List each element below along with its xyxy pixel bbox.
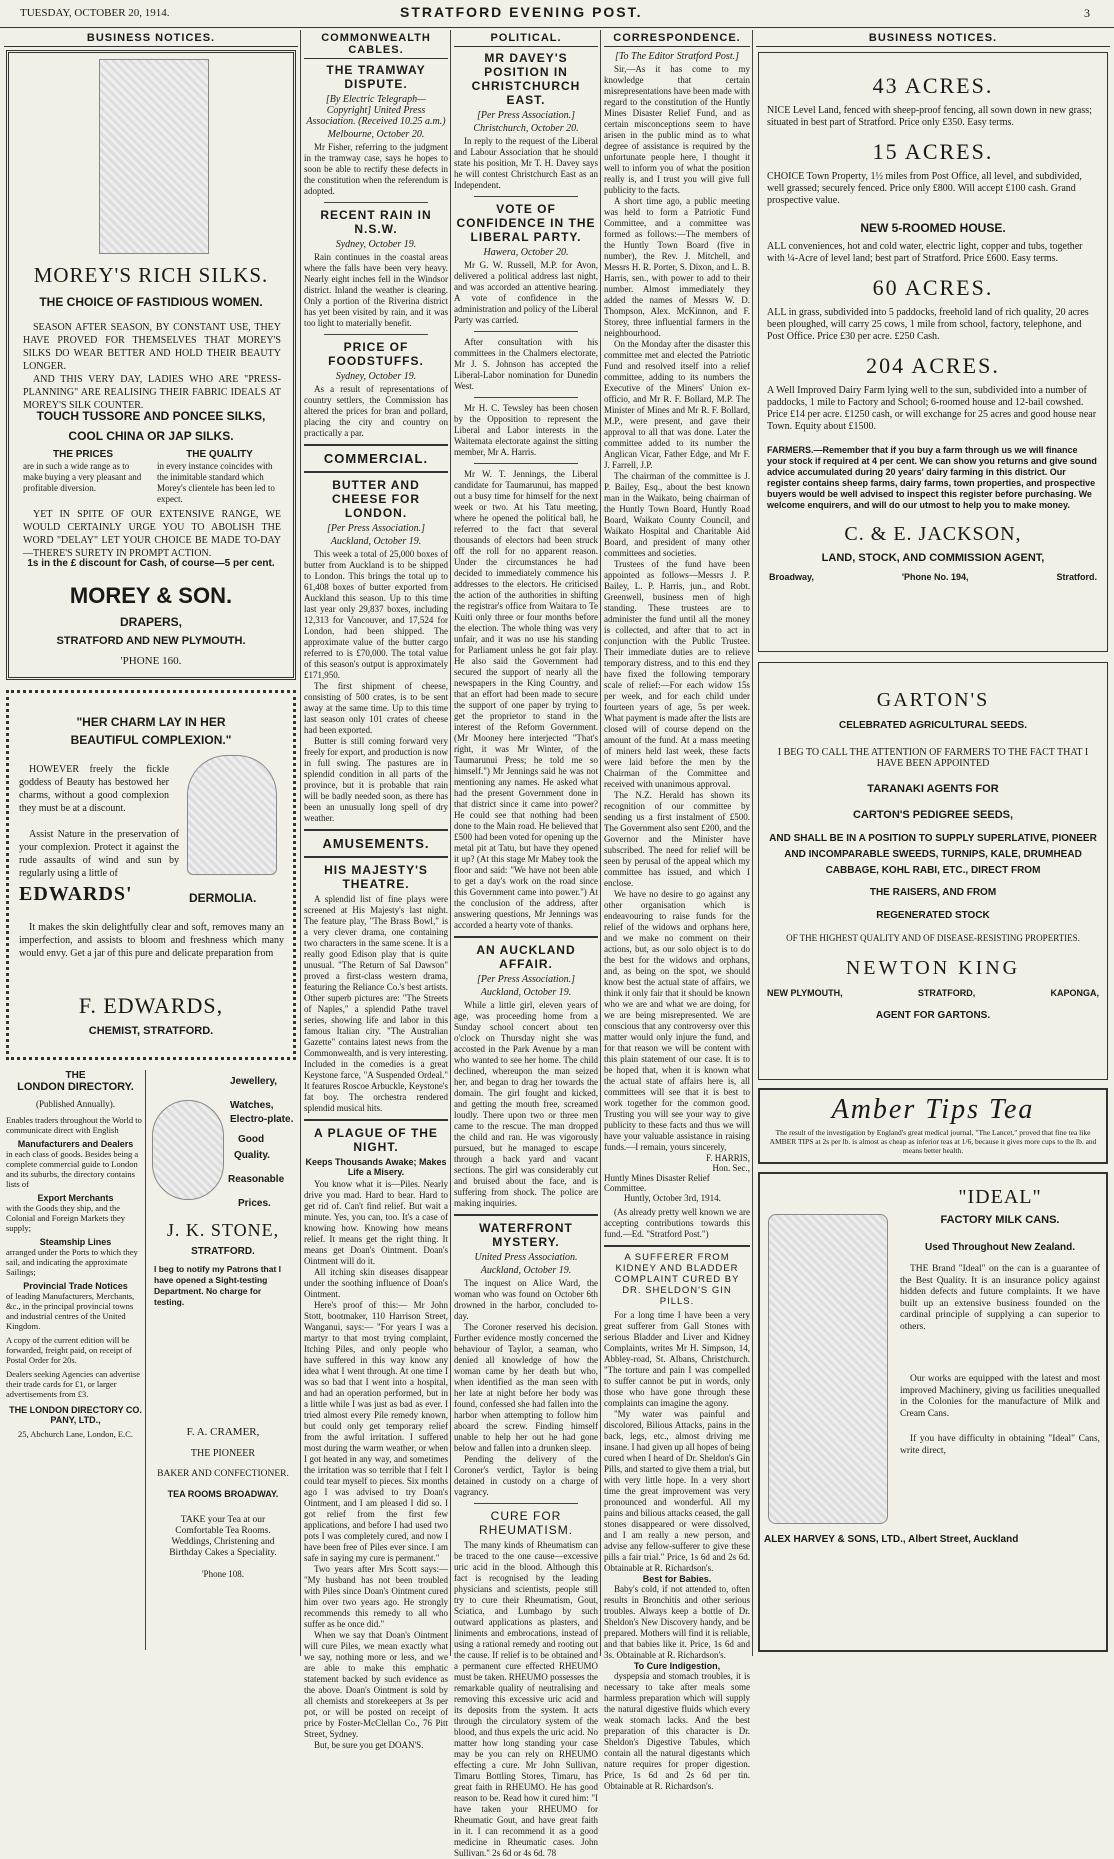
- article-body: All itching skin diseases disappear under the soothing influence of Doan's Ointment.: [304, 1267, 448, 1299]
- morey-trade: DRAPERS,: [119, 615, 182, 629]
- cramer-text: TAKE your Tea at our Comfortable Tea Rooms. Weddings, Christening and Birthday Cakes a Speciality.: [169, 1515, 277, 1558]
- letter-signature: Hon. Sec.,: [712, 1163, 750, 1173]
- letter-date: Huntly, October 3rd, 1914.: [624, 1193, 721, 1203]
- ideal-subtitle: FACTORY MILK CANS.: [940, 1214, 1060, 1226]
- column-commonwealth-cables: [304, 30, 448, 1750]
- stone-firm: J. K. STONE,: [166, 1220, 280, 1240]
- amber-tips-logo: Amber Tips Tea: [831, 1094, 1035, 1125]
- listing-title: 43 ACRES.: [872, 73, 994, 98]
- cramer-phone: 'Phone 108.: [201, 1569, 245, 1579]
- morey-paragraph: YET IN SPITE OF OUR EXTENSIVE RANGE, WE WOULD CERTAINLY URGE YOU TO ABOLISH THE WORD "DELAY" LET YOUR CHOICE BE MADE TO-DAY —THERE'S SURETY IN PROMPT ACTION.: [23, 509, 281, 559]
- article-body: While a little girl, eleven years of age, was proceeding home from a Sunday school concert about ten o'clock on Thursday night she was accosted in the Park Avenue by a man who wanted to see her home. The child declined, whereupon the man seized her, and began to drag her towards the domain. The girl fought and kicked, and getting the mouth free, screamed loudly. There upon two or three men came to the rescue. The man dropped the child and ran. He was vigorously pursued, but he managed to escape through a back yard and vacant sections. The girl was considerably cut and bruised about the face, and is suffering from shock. The police are making inquiries.: [454, 1000, 598, 1208]
- dermolia-brand: DERMOLIA.: [189, 891, 257, 905]
- column-rule: [600, 30, 601, 1656]
- morey-firm-name: MOREY & SON.: [69, 583, 233, 608]
- article-body: The inquest on Alice Ward, the woman who was found on October 6th drowned in the harbor, concluded to-day.: [454, 1278, 598, 1321]
- article-subheading: Best for Babies.: [642, 1574, 712, 1584]
- article-heading: HIS MAJESTY'S THEATRE.: [324, 863, 428, 891]
- jackson-trade: LAND, STOCK, AND COMMISSION AGENT,: [821, 552, 1045, 564]
- cramer-tagline: THE PIONEER: [190, 1448, 256, 1459]
- section-header: POLITICAL.: [454, 30, 598, 47]
- article-body: When we say that Doan's Ointment will cure Piles, we mean exactly what we say, nothing more or less, and we are able to make this emphatic statement backed by such evidence as the above. Doan's Ointment is sold by all chemists and storekeepers at 3s per pot, or will be posted on receipt of price by Foster-McClellan Co., 76 Pitt Street, Sydney.: [304, 1630, 448, 1739]
- quality-text: in every instance coincides with the inimitable standard which Morey's clientele has been led to expect.: [157, 461, 275, 504]
- london-text: in each class of goods. Besides being a complete commercial guide to London and its suburbs, the directory contains lists of: [6, 1149, 139, 1189]
- prices-text: are in such a wide range as to make buying a very pleasant and profitable diversion.: [23, 461, 142, 493]
- garton-name: GARTON'S: [876, 689, 990, 711]
- london-text: of leading Manufacturers, Merchants, &c., in the principal provincial towns and industrial centres of the United Kingdom.: [6, 1291, 135, 1331]
- quality-heading: THE QUALITY: [186, 449, 253, 460]
- column-business-notices-right: [756, 30, 1110, 1656]
- cramer-baker-advertisement: [150, 1420, 296, 1650]
- amber-tips-tea-advertisement: [758, 1088, 1108, 1164]
- ideal-milk-cans-advertisement: [758, 1172, 1108, 1652]
- page-number: 3: [1084, 6, 1090, 20]
- listing-title: 60 ACRES.: [872, 275, 994, 300]
- garton-text: TARANAKI AGENTS FOR: [867, 783, 999, 795]
- edwards-headline: BEAUTIFUL COMPLEXION.": [70, 733, 232, 747]
- jackson-phone: 'Phone No. 194,: [901, 572, 969, 582]
- ideal-text: If you have difficulty in obtaining "Ideal" Cans, write direct,: [900, 1434, 1100, 1456]
- garton-text: OF THE HIGHEST QUALITY AND OF DISEASE-RESISTING PROPERTIES.: [786, 933, 1080, 943]
- london-directory-advertisement: [6, 1070, 146, 1650]
- article-body: The Coroner reserved his decision. Further evidence mostly concerned the behaviour of Taylor, a seaman, who denied all knowledge of how the woman came by her death but who, when identified as the man seen with her late at night before her body was found, confessed she had fallen into the harbor when attempting to follow him aboard the screw. Finding himself unable to help her out he had gone below and fallen into a drunken sleep.: [454, 1322, 598, 1453]
- london-text: arranged under the Ports to which they sail, and indicating the approximate Sailings;: [6, 1247, 138, 1277]
- article-body: In reply to the request of the Liberal and Labour Association that he should state his position, Mr T. H. Davey says he will contest Christchurch East as an Independent.: [454, 136, 598, 190]
- article-body: You know what it is—Piles. Nearly drive you mad. Hard to bear. Hard to get rid of. Can't find relief. But wait a minute. Yes, you can, too. It's a case of knowing how. Knowing how means relief. It means get the right thing. It means get Doan's Ointment. Doan's Ointment will do it.: [304, 1179, 448, 1266]
- article-body: Baby's cold, if not attended to, often results in Bronchitis and other serious troubles. Always keep a bottle of Dr. Sheldon's New Discovery handy, and be prepared. Mothers will find it is reliable, and that babies like it. Price, 1s 6d and 3s. Obtainable at R. Richardson's.: [604, 1584, 750, 1660]
- edwards-paragraph: HOWEVER freely the fickle goddess of Beauty has bestowed her charms, without a good complexion they must be at a discount.: [19, 764, 169, 814]
- edwards-headline: "HER CHARM LAY IN HER: [76, 715, 226, 729]
- ideal-text: THE Brand "Ideal" on the can is a guarantee of the Best Quality. It is an insurance policy against hidden defects and future complaints. It we have built up an extensive business founded on the cardinal principle of supplying a can superior to others.: [900, 1264, 1100, 1332]
- edwards-brand: EDWARDS': [19, 883, 133, 905]
- london-text: Enables traders throughout the World to communicate direct with English: [6, 1115, 142, 1135]
- ideal-text: Our works are equipped with the latest and most improved Machinery, giving us facilities unequalled in the Colonies for the manufacture of Milk and Cream Cans.: [900, 1374, 1100, 1419]
- article-byline: United Press Association.: [474, 1252, 578, 1263]
- morey-paragraph: SEASON AFTER SEASON, BY CONSTANT USE, THEY HAVE PROVED FOR THEMSELVES THAT MOREY'S SILKS DO WEAR BETTER AND HOLD THEIR BEAUTY LONGER.: [23, 322, 281, 372]
- edwards-paragraph: It makes the skin delightfully clear and soft, removes many an imperfection, and assists to bloom and freshness which many would envy. Get a jar of this pure and delicate preparation from: [19, 922, 284, 959]
- listing-text: NICE Level Land, fenced with sheep-proof fencing, all sown down in new grass; situated in best part of Stratford. Price only £350. Easy terms.: [767, 105, 1092, 128]
- lady-figure-illustration: [99, 59, 209, 254]
- article-heading: MR DAVEY'S POSITION IN CHRISTCHURCH EAST.: [471, 51, 581, 107]
- newspaper-title: STRATFORD EVENING POST.: [400, 4, 643, 20]
- edwards-advertisement: [6, 690, 296, 1060]
- article-body: Mr G. W. Russell, M.P. for Avon, delivered a political address last night, and was accorded an attentive hearing. A vote of confidence in the administration and policy of the Liberal Party was carried.: [454, 260, 598, 325]
- jackson-contact: [769, 572, 1097, 582]
- listing-text: ALL in grass, subdivided into 5 paddocks, freehold land of rich quality, 20 acres been ploughed, will carry 25 cows, 1 mile from school, factory, telephone, and Post Office. Price £30 per acre. £250 Cash.: [767, 307, 1089, 342]
- edwards-firm: F. EDWARDS,: [78, 993, 224, 1018]
- newton-king-branches: [767, 988, 1099, 998]
- article-heading: PRICE OF FOODSTUFFS.: [328, 340, 424, 368]
- column-rule: [450, 30, 451, 1656]
- letter-body: A short time ago, a public meeting was held to form a Patriotic Fund Committee, and a committee was formed as follows:—The members of the Huntly Town Board (five in number), the Rev. J. Mitchell, and Messrs H. R. Porter, S. Dixon, and L. B. Harris, sen., with power to add to their number. Almost immediately they added the names of Messrs W. D. Thompson, Alex. McKinnon, and F. Storey, three influential farmers in the neighbourhood.: [604, 196, 750, 338]
- branch-stratford: STRATFORD,: [917, 988, 976, 998]
- article-heading: BUTTER AND CHEESE FOR LONDON.: [331, 478, 420, 520]
- article-heading: WATERFRONT MYSTERY.: [479, 1221, 573, 1249]
- article-heading: A PLAGUE OF THE NIGHT.: [314, 1126, 438, 1154]
- article-body: The many kinds of Rheumatism can be traced to the one cause—excessive uric acid in the blood. Although this fact is recognised by the leading physicians and scientists, people still try to cure their Rheumatism, Gout, Sciatica, and Lumbago by such outward applications as plasters, and liniments and embrocations, instead of using a rational remedy and rooting out the cause. If relief is to be obtained and a permanent cure effected RHEUMO must be taken. RHEUMO possesses the remarkable quality of neutralising and removing this excessive uric acid and its deposits from the system. It acts through the circulatory system of the blood, and thus expels the uric acid. No matter how long standing your case may be you can rely on RHEUMO effecting a cure. Mr John Sullivan, Timaru Bottling Stores, Timaru, has great faith in RHEUMO. He has good reason to be. Read how it cured him: "I have taken your RHEUMO for Rheumatic Gout, and have great faith in it. I can recommend it as a good medicine in Rheumatic cases. John Sullivan." 2s 6d or 4s 6d. 78: [454, 1540, 598, 1858]
- listing-title: 204 ACRES.: [866, 353, 1000, 378]
- listing-title: 15 ACRES.: [872, 139, 994, 164]
- morey-discount: 1s in the £ discount for Cash, of course—5 per cent.: [27, 558, 275, 569]
- garton-text: I BEG TO CALL THE ATTENTION OF FARMERS TO THE FACT THAT I HAVE BEEN APPOINTED: [777, 747, 1089, 769]
- article-dateline: Auckland, October 19.: [330, 536, 422, 547]
- article-dateline: Hawera, October 20.: [483, 247, 569, 258]
- stone-item: Watches,: [230, 1100, 274, 1111]
- london-subhead: Provincial Trade Notices: [23, 1281, 128, 1291]
- pocket-watch-illustration: [152, 1100, 224, 1200]
- section-header: BUSINESS NOTICES.: [4, 30, 298, 47]
- london-firm: PANY, LTD.,: [50, 1415, 101, 1425]
- listing-text: A Well Improved Dairy Farm lying well to the sun, subdivided into a number of paddocks, 1 mile to Factory and School; 6-roomed house and 12-bail cowshed. Price £14 per acre. £1250 cash, or will exchange for 25 acres and good house near Town. Equity about £1500.: [767, 385, 1097, 432]
- london-subhead: Steamship Lines: [39, 1237, 112, 1247]
- article-dateline: Sydney, October 19.: [335, 371, 417, 382]
- article-heading: AN AUCKLAND AFFAIR.: [476, 943, 576, 971]
- london-title: LONDON DIRECTORY.: [17, 1081, 134, 1093]
- stone-item: Jewellery,: [230, 1076, 278, 1087]
- article-body: "My water was painful and discolored, Bilious Attacks, pains in the back, legs, etc., almost driving me insane. I had given up all hopes of being cured when I heard of Dr. Sheldon's Gin Pills, and started to give them a trial, but with very little hope. In a very short time the great improvement was very pronounced and wonderful. All my pains and bilious attacks ceased, the gall stones disappeared or were dissolved, and I am really a new person, and advise any fellow-sufferer to give these pills a fair trial." Price, 1s 6d and 2s 6d. Obtainable at R. Richardson's.: [604, 1409, 750, 1573]
- article-heading: A SUFFERER FROM KIDNEY AND BLADDER COMPLAINT CURED BY DR. SHELDON'S GIN PILLS.: [614, 1252, 740, 1307]
- newton-king-name: NEWTON KING: [845, 957, 1021, 979]
- letter-signature: F. HARRIS,: [705, 1153, 750, 1163]
- branch-kaponga: KAPONGA,: [1050, 988, 1099, 998]
- letter-body: Trustees of the fund have been appointed as follows—Messrs J. P. Bailey, L. P. Harris, jun., and Robt. Greenwell, business men of high standing. These trustees are to administer the fund until all the money is collected, and after that to act in conjunction with the Public Trustee. Their immediate duties are to relieve temporary distress, and to this end they have fixed the following temporary scale of relief:—For each widow 15s per week, and for each child under fourteen years of age, 5s per week. What payment is made after the lists are closed will of course depend on the amount of the fund. At a mass meeting of miners held last week, these facts were laid before the men by the Chairman of the Committee and received with unanimous approval.: [604, 559, 750, 789]
- ideal-firm: ALEX HARVEY & SONS, LTD., Albert Street, Auckland: [764, 1534, 1019, 1545]
- listing-text: ALL conveniences, hot and cold water, electric light, copper and tubs, together with ¼-Acre of level land; best part of Stratford. Price £600. Easy terms.: [767, 241, 1083, 264]
- article-dateline: Auckland, October 19.: [480, 1265, 572, 1276]
- stone-item: Quality.: [234, 1150, 270, 1161]
- column-rule: [300, 30, 301, 1656]
- ideal-title: "IDEAL": [958, 1186, 1042, 1208]
- letter-body: On the Monday after the disaster this committee met and elected the Patriotic Fund and resolved itself into a relief committee, adding to its numbers the Executive of the Miners' Union ex-officio, and Mr R. F. Bollard, M.P. The Minister of Mines and Mr R. F. Bollard, M.P., were present, and gave their approval to all that was done. Later the committee added to its number the Anglican Vicar, Father Edge, and Mr F. J. Farrell, J.P.: [604, 339, 750, 470]
- article-subheading: To Cure Indigestion,: [633, 1661, 721, 1671]
- letter-body: We have no desire to go against any other organisation which is endeavouring to raise funds for the relief of the widows and orphans here, and we make no comment on their actions, but, as our solo object is to do the best for the widows and orphans, and, as being on the spot, we should know best the actual state of affairs, we think it only fair that it should be known who we are and what we are doing, for we are being misrepresented. We are conscious that any controversy over this matter would only injure the fund, and for that reason we will be content with this plain statement of our case. It is to be hoped that, when it is known what the actual state of affairs here is, all committees will see that it is best to work together for the common good. Trusting you will see your way to give publicity to these facts and thus we will have your valuable assistance in raising funds.—I remain, yours sincerely,: [604, 889, 750, 1152]
- london-subhead: Manufacturers and Dealers: [17, 1139, 134, 1149]
- article-body: Here's proof of this:— Mr John Stott, bootmaker, 110 Harrison Street, Wanganui, says:— "For years I was a martyr to that most trying complaint, Itching Piles, and only people who have suffered in this way know any idea what I went through. At one time I was so bad that I went into a hospital, and had an operation performed, but in a little while I was just as bad as ever. I tried almost every Pile remedy known, but could only get temporary relief from the awful irritation. I suffered most during the warm weather, or when I got heated in any way, and sometimes the irritation was so terrible that I felt I could tear myself to pieces. Six months ago I was advised to try Doan's Ointment, and I am pleased I did so. I got relief from the first few applications, and before I had used two pots I was completely cured, and now I have been free of Piles ever since. I am safe in saying my cure is permanent.": [304, 1300, 448, 1563]
- article-body: The first shipment of cheese, consisting of 500 crates, is to be sent away at the same time. Up to this time last season only 101 crates of cheese had been exported.: [304, 681, 448, 735]
- jackson-land-listings: [758, 52, 1108, 652]
- letter-body: The chairman of the committee is J. P. Bailey, Esq., about the best known man in the Waikato, being chairman of the Huntly Town Board, Huntly Road Board, Waikato County Council, and Waikato Hospital and Charitable Aid Board, and president of many other committees and societies.: [604, 471, 750, 558]
- section-title: AMUSEMENTS.: [322, 836, 430, 851]
- column-rule: [752, 30, 753, 1656]
- article-heading: RECENT RAIN IN N.S.W.: [320, 208, 432, 236]
- cramer-trade: BAKER AND CONFECTIONER.: [157, 1469, 289, 1479]
- cramer-tearooms: TEA ROOMS BROADWAY.: [167, 1489, 279, 1499]
- jackson-street: Broadway,: [769, 572, 814, 582]
- branch-new-plymouth: NEW PLYMOUTH,: [767, 988, 843, 998]
- article-byline: [By Electric Telegraph—Copyright] United Press Association. (Received 10.25 a.m.): [306, 94, 446, 127]
- issue-date: TUESDAY, OCTOBER 20, 1914.: [20, 7, 170, 19]
- edwards-paragraph: Assist Nature in the preservation of your complexion. Protect it against the rude assaults of wind and sun by regularly using a little of: [19, 829, 179, 879]
- stone-item: Prices.: [238, 1198, 271, 1209]
- letter-body: The N.Z. Herald has shown its recognition of our committee by sending us a first instalment of £500. The Government also sent £200, and the Governor and the Minister have subscribed. The need for relief will be seen by perusal of the appeal which my committee has issued, and which I enclose.: [604, 790, 750, 888]
- morey-subtitle: THE CHOICE OF FASTIDIOUS WOMEN.: [39, 295, 263, 309]
- article-subheading: Keeps Thousands Awake; Makes Life a Misery.: [305, 1157, 447, 1177]
- article-body: Rain continues in the coastal areas where the falls have been very heavy. Nearly eight inches fell in the Windsor district. Inland the weather is clearing. Only a portion of the Riverina district has yet been visited by rain, and it was too light to materially benefit.: [304, 252, 448, 328]
- london-text: Dealers seeking Agencies can advertise their trade cards for £1, or larger advertisements from £3.: [6, 1369, 141, 1399]
- prices-heading: THE PRICES: [52, 449, 113, 460]
- article-body: A splendid list of fine plays were screened at His Majesty's last night. The feature play, "The Brass Bowl," is a very clever drama, one containing two characters in the same scene. It is a really good Edison play that is quite unusual. "The Return of Sal Dawson" proved a first-class western drama, featuring the Reliance Co.'s best artists. Other superb pictures are: "The Streets of Naples," a splendid Pathe travel series, showing life and labor in this famous Italian city. "The Australian Gazette" contains latest news from the Commonwealth, and is very interesting. Included in the comedies is a great Keystone farce, "A Suspended Ordeal." It features Roscoe Arbuckle, Keystone's fat boy. The orchestra rendered splendid musical hits.: [304, 894, 448, 1113]
- london-address: 25, Abchurch Lane, London, E.C.: [18, 1429, 133, 1439]
- section-header: BUSINESS NOTICES.: [756, 30, 1110, 47]
- listing-title: NEW 5-ROOMED HOUSE.: [860, 221, 1006, 235]
- garton-seeds-advertisement: [758, 662, 1108, 1080]
- ideal-usage: Used Throughout New Zealand.: [924, 1242, 1075, 1253]
- morey-line: TOUCH TUSSORE AND PONCEE SILKS,: [36, 409, 266, 423]
- garton-agent: AGENT FOR GARTONS.: [875, 1010, 991, 1021]
- london-published: (Published Annually).: [36, 1099, 115, 1109]
- article-body: Two years after Mrs Scott says:— "My husband has not been troubled with Piles since Doan's Ointment cured him over two years ago. He strongly recommends this remedy to all who suffer as he once did.": [304, 1564, 448, 1629]
- article-body: Mr H. C. Tewsley has been chosen by the Opposition to represent the Liberal and Labor interests in the Waitemata electorate against the sitting member, Mr A. Harris.: [454, 403, 598, 457]
- morey-title: MOREY'S RICH SILKS.: [33, 263, 269, 287]
- garton-text: CARTON'S PEDIGREE SEEDS,: [852, 809, 1014, 821]
- edwards-location: CHEMIST, STRATFORD.: [88, 1025, 214, 1037]
- stone-item: Electro-plate.: [230, 1114, 294, 1125]
- article-body: But, be sure you get DOAN'S.: [314, 1740, 424, 1750]
- morey-paragraph: AND THIS VERY DAY, LADIES WHO ARE "PRESS-PLANNING" ARE REALISING THEIR FABRIC IDEALS AT MOREY'S SILK COUNTER.: [23, 374, 281, 411]
- article-byline: [Per Press Association.]: [326, 523, 426, 534]
- column-business-notices-left: [4, 30, 298, 1656]
- section-header: CORRESPONDENCE.: [604, 30, 750, 47]
- jackson-firm: C. & E. JACKSON,: [844, 523, 1022, 545]
- article-heading: CURE FOR RHEUMATISM.: [478, 1509, 574, 1537]
- morey-line: COOL CHINA OR JAP SILKS.: [68, 429, 234, 443]
- article-heading: THE TRAMWAY DISPUTE.: [326, 63, 426, 91]
- cramer-name: F. A. CRAMER,: [186, 1426, 260, 1438]
- garton-text: REGENERATED STOCK: [876, 910, 990, 921]
- stone-jeweller-advertisement: [150, 1070, 296, 1410]
- london-prefix: THE: [65, 1070, 86, 1081]
- editor-note: (As already pretty well known we are accepting contributions towards this fund.—Ed. "Stratford Post."): [604, 1207, 750, 1239]
- article-heading: VOTE OF CONFIDENCE IN THE LIBERAL PARTY.: [456, 202, 596, 244]
- article-dateline: Melbourne, October 20.: [327, 129, 425, 140]
- column-correspondence: [604, 30, 750, 1791]
- stone-item: Reasonable: [228, 1174, 285, 1185]
- section-header: COMMONWEALTH CABLES.: [304, 30, 448, 59]
- stone-notice: I beg to notify my Patrons that I have opened a Sight-testing Department. No charge for testing.: [154, 1264, 282, 1307]
- morey-advertisement: [6, 50, 296, 680]
- garton-text: THE RAISERS, AND FROM: [869, 887, 997, 898]
- article-byline: [Per Press Association.]: [476, 110, 576, 121]
- article-body: This week a total of 25,000 boxes of butter from Auckland is to be shipped to London. This brings the total up to 61,408 boxes of butter exported from Auckland this season. Up to this time last year only 29,837 boxes, including 12,313 for Vancouver, and 17,524 for London, had been shipped. The approximate value of the butter cargo referred to is £70,000. The total value of this season's output is approximately £171,950.: [304, 549, 448, 680]
- morey-phone: 'PHONE 160.: [120, 655, 182, 667]
- stone-town: STRATFORD.: [191, 1246, 255, 1257]
- article-dateline: Auckland, October 19.: [480, 987, 572, 998]
- garton-text: AND SHALL BE IN A POSITION TO SUPPLY SUPERLATIVE, PIONEER AND INCOMPARABLE SWEEDS, TURNIPS, KALE, DRUMHEAD CABBAGE, KOHL RABI, ETC., DIRECT FROM: [769, 833, 1097, 876]
- article-dateline: Sydney, October 19.: [335, 239, 417, 250]
- article-body: Mr Fisher, referring to the judgment in the tramway case, says he hopes to soon be able to rectify these defects in the constitution when the referendum is adopted.: [304, 142, 448, 196]
- listing-text: CHOICE Town Property, 1½ miles from Post Office, all level, and subdivided, well grassed; securely fenced. Price only £800. Will accept £100 cash. Grand prospective value.: [767, 171, 1082, 206]
- letter-signature: Huntly Mines Disaster Relief Committee.: [604, 1173, 710, 1193]
- column-political: [454, 30, 598, 1858]
- letter-body: Sir,—As it has come to my knowledge that certain misrepresentations have been made with regard to the constitution of the Huntly Mines Disaster Relief Fund, and as certain misconceptions seem to have arisen in the public mind as to what degree of assistance is required by the unfortunate people here, I thought it well to inform you of what the position really is, and I trust you will give full publicity to the facts.: [604, 64, 750, 195]
- article-body: After consultation with his committees in the Chalmers electorate, Mr J. S. Johnson has accepted the Liberal-Labor nomination for Dunedin West.: [454, 337, 598, 391]
- garton-tagline: CELEBRATED AGRICULTURAL SEEDS.: [839, 720, 1027, 731]
- london-firm: THE LONDON DIRECTORY CO.: [9, 1405, 142, 1415]
- article-byline: [Per Press Association.]: [476, 974, 576, 985]
- amber-tips-text: The result of the investigation by England's great medical journal, "The Lancet," proved that fine tea like AMBER TIPS at 2s per lb. is almost as cheap as inferior teas at 1/6, because it gives more cups to the lb. and means better health.: [769, 1128, 1097, 1155]
- stone-item: Good: [238, 1134, 265, 1145]
- masthead: [0, 0, 1114, 28]
- london-text: with the Goods they ship, and the Colonial and Foreign Markets they supply;: [6, 1203, 125, 1233]
- london-text: A copy of the current edition will be forwarded, freight paid, on receipt of Postal Order for 20s.: [6, 1335, 132, 1365]
- article-body: As a result of representations of country settlers, the Commission has altered the prices for bran and pollard, placing the city and country on practically a par.: [304, 384, 448, 438]
- article-body: Butter is still coming forward very freely for export, and production is now in full swing. The pastures are in splendid condition in all parts of the province, but it is probable that rain will be badly needed soon, as there has been an unusually long spell of dry weather.: [304, 736, 448, 823]
- morey-town: STRATFORD AND NEW PLYMOUTH.: [56, 635, 246, 647]
- woman-portrait-illustration: [187, 755, 277, 875]
- article-body: For a long time I have been a very great sufferer from Gall Stones with serious Bladder and Liver and Kidney Complaints, writes Mr H. Simpson, 14, Abbley-road, St. Albans, Christchurch. "The torture and pain I was compelled to suffer cannot be put in words, only those who have gone through these complaints can imagine the agony.: [604, 1310, 750, 1408]
- section-title: COMMERCIAL.: [323, 451, 429, 466]
- article-body: dyspepsia and stomach troubles, it is necessary to take after meals some harmless preparation which will supply the natural digestive fluids which every weak stomach lacks. And the best preparation of this character is Dr. Sheldon's Digestive Tabules, which contain all the natural digestants which nature requires for proper digestion. Price, 1s 6d and 2s 6d per tin. Obtainable at R. Richardson's.: [604, 1671, 750, 1791]
- letter-address: [To The Editor Stratford Post.]: [614, 51, 739, 62]
- article-dateline: Christchurch, October 20.: [473, 123, 579, 134]
- article-body: Pending the delivery of the Coroner's verdict, Taylor is being detained in custody on a charge of vagrancy.: [454, 1454, 598, 1497]
- milk-can-illustration: [768, 1214, 888, 1524]
- farmers-notice: FARMERS.—Remember that if you buy a farm through us we will finance your stock if required at 4 per cent. We can show you returns and give sound advice accumulated during 20 years' dairy farming in this district. Our register contains sheep farms, dairy farms, town properties, and prospective buyers would be well advised to inspect this register before purchasing. We welcome enquirers, and will do our utmost to help you to make money.: [767, 445, 1097, 510]
- london-subhead: Export Merchants: [37, 1193, 114, 1203]
- jackson-town: Stratford.: [1056, 572, 1097, 582]
- article-body: Mr W. T. Jennings, the Liberal candidate for Taumarunui, has mapped out a busy time for himself for the next week or two. At his Tatu meeting, where he opened the political ball, he referred to the fact that several thousands of electors had been struck off the roll for no apparent reason. Under the circumstances he had decided to immediately commence his addresses to the electors. He criticised the action of the authorities in shifting the registrar's office from Waitara to Te Kuiti only three or four months before the election. The whole thing was very unfair, and it was no use his standing for Parliament unless he got fair play. He also said the Government had secured the support of nearly all the newspapers in the King Country, and that an effort had been made to secure the support of one paper by trying to get the proprietor to stand in the interest of the Reform Government. (Mr Mooney here interjected "That's right, it was Mr Winter, of the Taumarunui Press; he told me so himself.") Mr Jennings said he was not mentioning any names. He asked what had the present Government done in that district since it came into power? He could see that nothing had been done to the Main road. He believed that £500 had been voted for opening up the metal pit at Tatu, but have they opened it up? (At this stage Mr Mabey took the floor and said: "We have not been able to get a day's work on the road since this Government came into power.") At the conclusion of the address, after answering questions, Mr Jennings was accorded a hearty vote of thanks.: [454, 469, 598, 930]
